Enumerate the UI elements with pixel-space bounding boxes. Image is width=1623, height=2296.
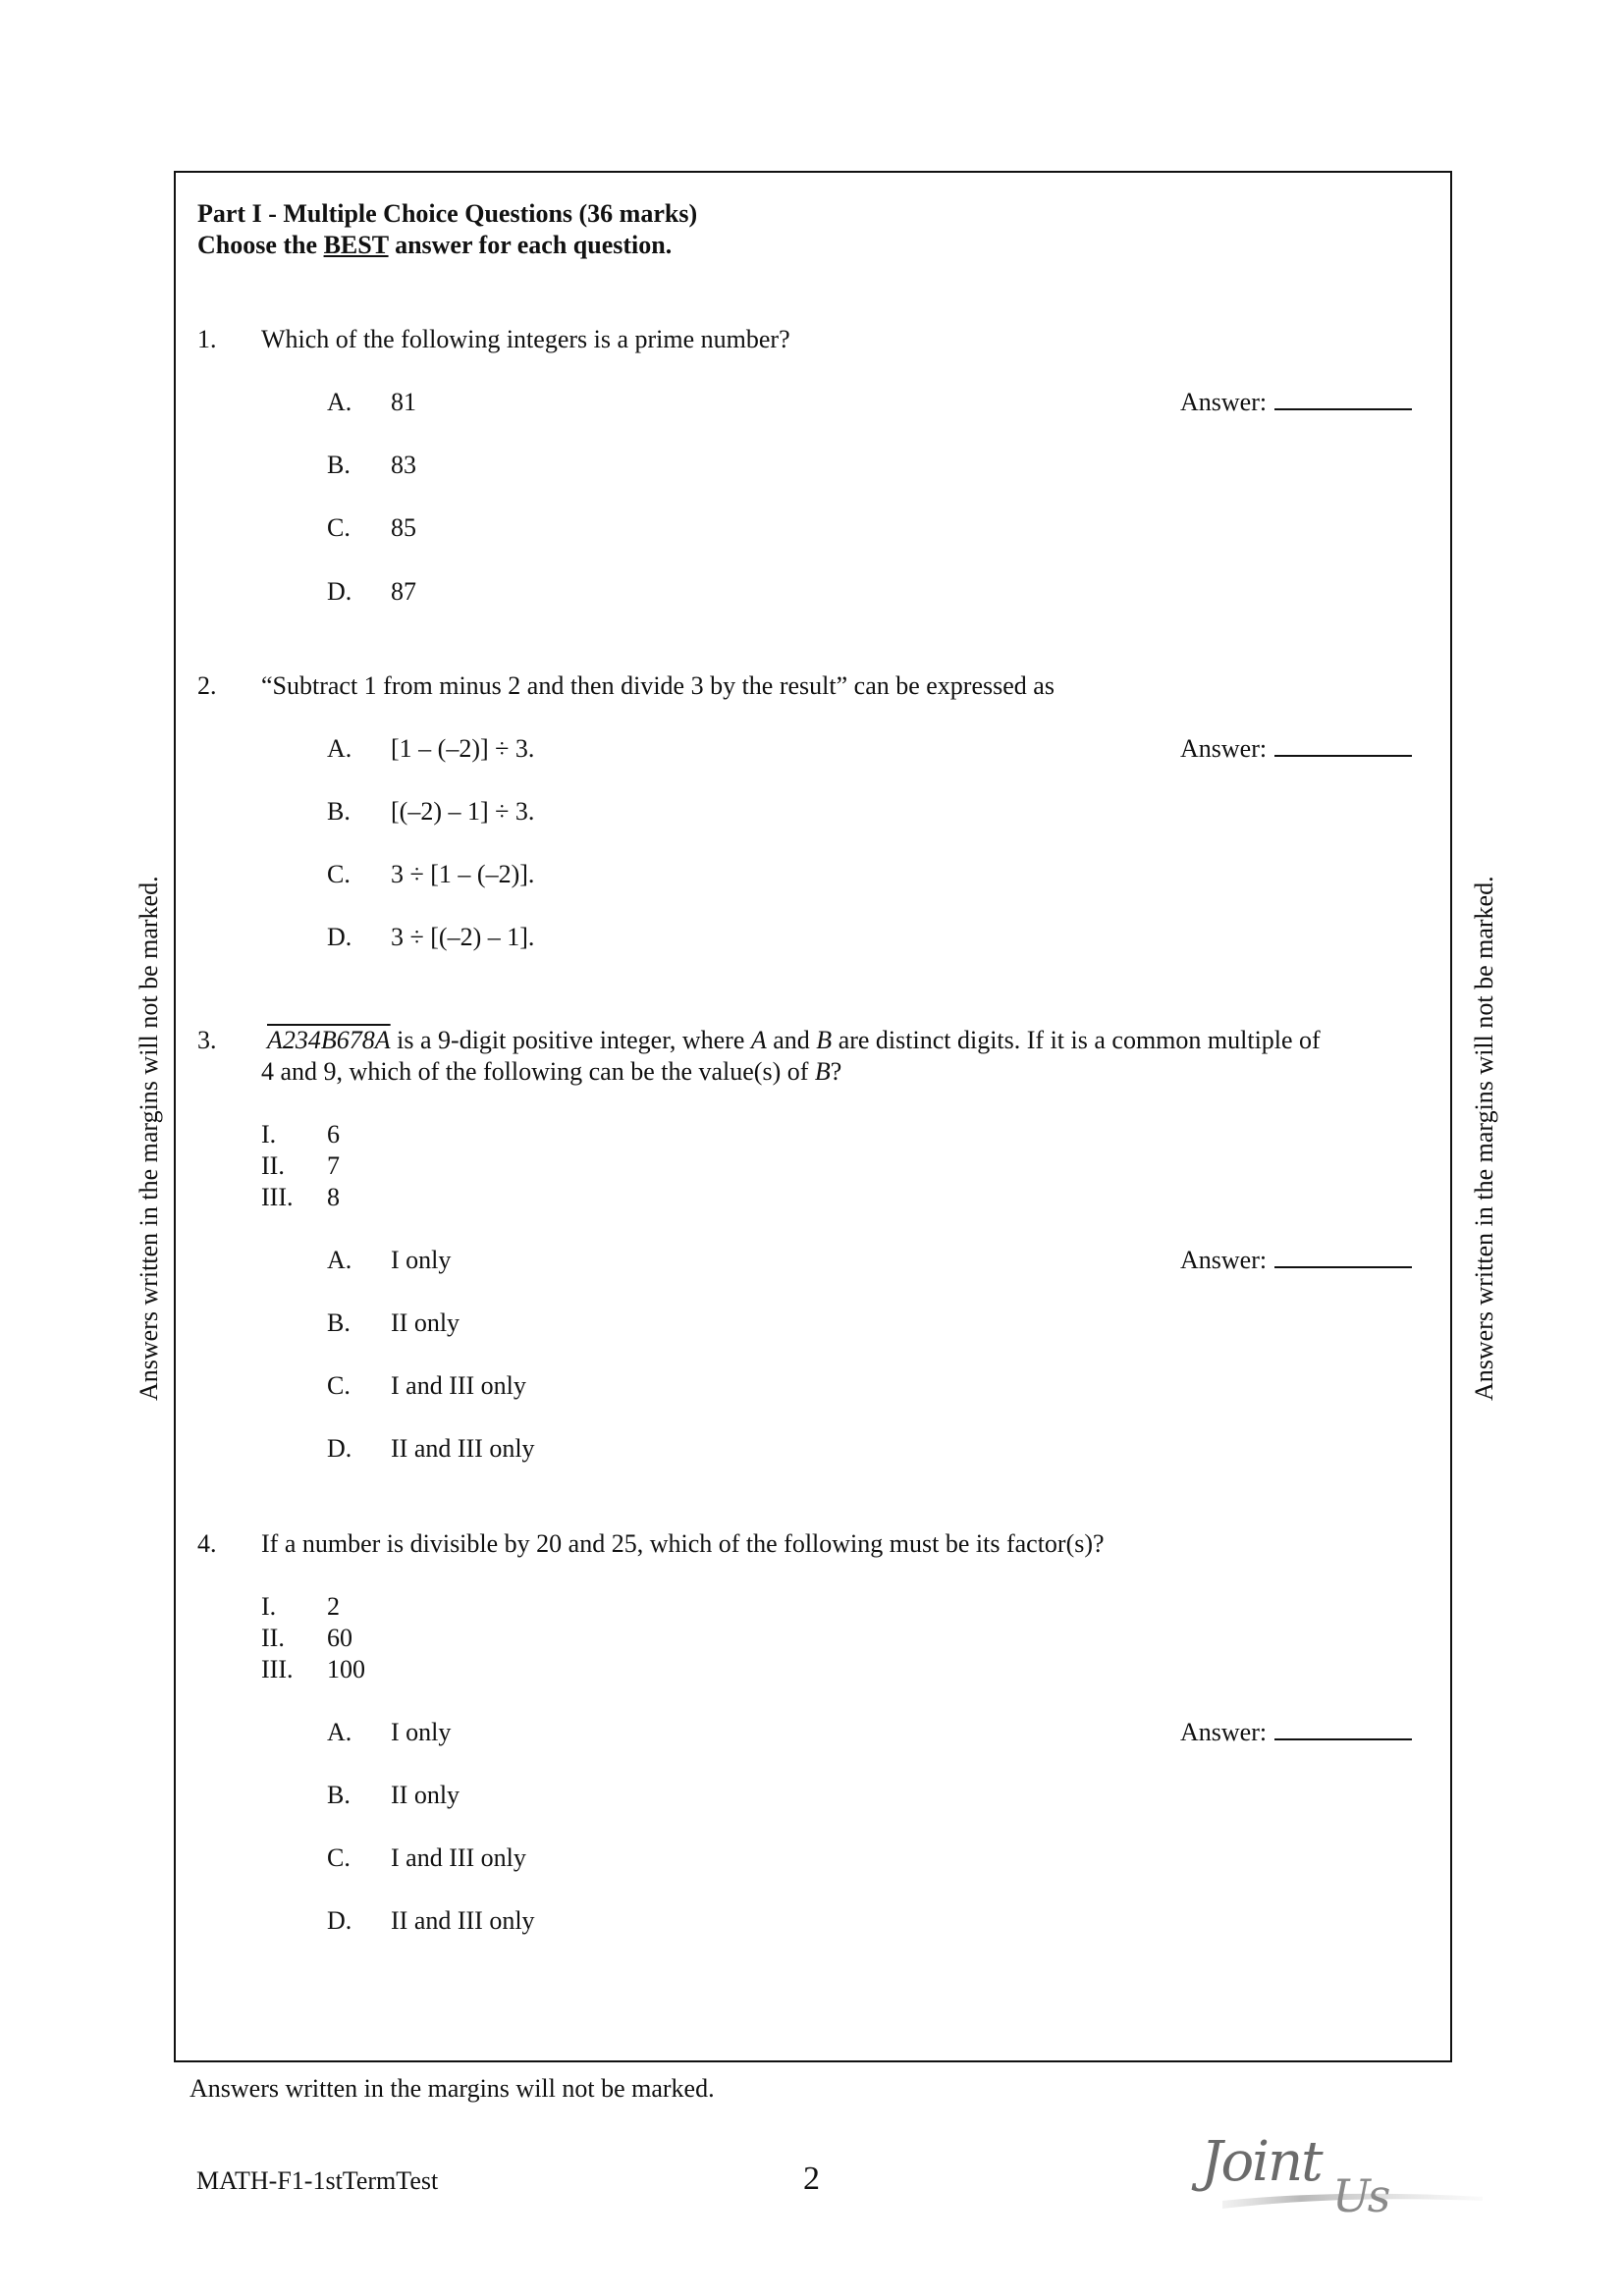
question-text: Which of the following integers is a prime number? (261, 325, 790, 353)
option-value: II and III only (391, 1434, 535, 1463)
statement-numeral: III. (261, 1183, 294, 1211)
option-value: 3 ÷ [(–2) – 1]. (391, 923, 535, 951)
answer-blank[interactable] (1274, 1245, 1412, 1268)
option-value: [1 – (–2)] ÷ 3. (391, 734, 535, 763)
option-value: 83 (391, 451, 416, 479)
statement-value: 6 (327, 1120, 340, 1148)
logo-sub: Us (1332, 2169, 1388, 2222)
statement-value: 60 (327, 1624, 352, 1652)
question-text-line2 (261, 1056, 841, 1088)
instruction (197, 230, 672, 261)
statement-value: 2 (327, 1592, 340, 1621)
question-box (174, 171, 1452, 2062)
option-value: I and III only (391, 1843, 526, 1872)
statement-value: 100 (327, 1655, 365, 1683)
option-value: II and III only (391, 1906, 535, 1935)
option-letter: B. (327, 797, 351, 826)
answer-label: Answer: (1180, 734, 1268, 763)
joint-us-logo (1193, 2130, 1488, 2228)
variable-a: A (750, 1026, 767, 1054)
option-letter: D. (327, 1906, 352, 1935)
option-letter: A. (327, 388, 352, 416)
statement-numeral: II. (261, 1624, 285, 1652)
question-number: 2. (197, 671, 217, 700)
option-letter: B. (327, 1308, 351, 1337)
instruction-suffix: answer for each question. (388, 231, 673, 259)
option-value: I and III only (391, 1371, 526, 1400)
answer-label: Answer: (1180, 1718, 1268, 1746)
question-text: “Subtract 1 from minus 2 and then divide 3 by the result” can be expressed as (261, 671, 1055, 700)
option-value: II only (391, 1781, 460, 1809)
part-title: Part I - Multiple Choice Questions (36 marks) (197, 199, 698, 228)
number-overline: A234B678A (267, 1026, 391, 1054)
answer-blank[interactable] (1274, 733, 1412, 757)
question-text: If a number is divisible by 20 and 25, which of the following must be its factor(s)? (261, 1529, 1105, 1558)
question-number: 1. (197, 325, 217, 353)
option-letter: D. (327, 923, 352, 951)
option-value: 87 (391, 577, 416, 606)
text-segment: 4 and 9, which of the following can be the value(s) of (261, 1057, 815, 1086)
text-segment: ? (830, 1057, 842, 1086)
option-value: I only (391, 1246, 452, 1274)
answer-label: Answer: (1180, 1246, 1268, 1274)
option-letter: C. (327, 1371, 351, 1400)
option-letter: B. (327, 451, 351, 479)
question-number: 3. (197, 1026, 217, 1054)
answer-blank[interactable] (1274, 1717, 1412, 1740)
statement-value: 7 (327, 1151, 340, 1180)
variable-b: B (816, 1026, 833, 1054)
statement-value: 8 (327, 1183, 340, 1211)
statement-numeral: I. (261, 1120, 277, 1148)
option-letter: C. (327, 860, 351, 888)
option-letter: D. (327, 577, 352, 606)
option-value: 81 (391, 388, 416, 416)
page-number: 2 (803, 2161, 820, 2197)
answer-label: Answer: (1180, 388, 1268, 416)
option-value: [(–2) – 1] ÷ 3. (391, 797, 535, 826)
option-letter: C. (327, 513, 351, 542)
answer-blank[interactable] (1274, 387, 1412, 410)
option-letter: A. (327, 1246, 352, 1274)
option-value: I only (391, 1718, 452, 1746)
logo-main: Joint (1201, 2130, 1322, 2194)
text-segment: and (766, 1026, 817, 1054)
answer-field-q1[interactable] (1180, 387, 1412, 418)
option-letter: A. (327, 1718, 352, 1746)
option-letter: D. (327, 1434, 352, 1463)
option-value: II only (391, 1308, 460, 1337)
statement-numeral: I. (261, 1592, 277, 1621)
statement-numeral: III. (261, 1655, 294, 1683)
option-letter: A. (327, 734, 352, 763)
statement-numeral: II. (261, 1151, 285, 1180)
text-segment: is a 9-digit positive integer, where (390, 1026, 751, 1054)
variable-b: B (814, 1057, 831, 1086)
right-margin-note: Answers written in the margins will not be marked. (1470, 876, 1498, 1401)
answer-field-q3[interactable] (1180, 1245, 1412, 1276)
option-letter: C. (327, 1843, 351, 1872)
footer-code: MATH-F1-1stTermTest (196, 2166, 439, 2195)
option-value: 3 ÷ [1 – (–2)]. (391, 860, 535, 888)
instruction-emphasis: BEST (323, 231, 389, 259)
question-number: 4. (197, 1529, 217, 1558)
text-segment: are distinct digits. If it is a common multiple of (832, 1026, 1321, 1054)
option-value: 85 (391, 513, 416, 542)
answer-field-q2[interactable] (1180, 733, 1412, 765)
footer-note: Answers written in the margins will not be marked. (189, 2074, 715, 2103)
instruction-prefix: Choose the (197, 231, 324, 259)
answer-field-q4[interactable] (1180, 1717, 1412, 1748)
option-letter: B. (327, 1781, 351, 1809)
left-margin-note: Answers written in the margins will not be marked. (135, 876, 163, 1401)
question-text-line1 (267, 1025, 1321, 1056)
